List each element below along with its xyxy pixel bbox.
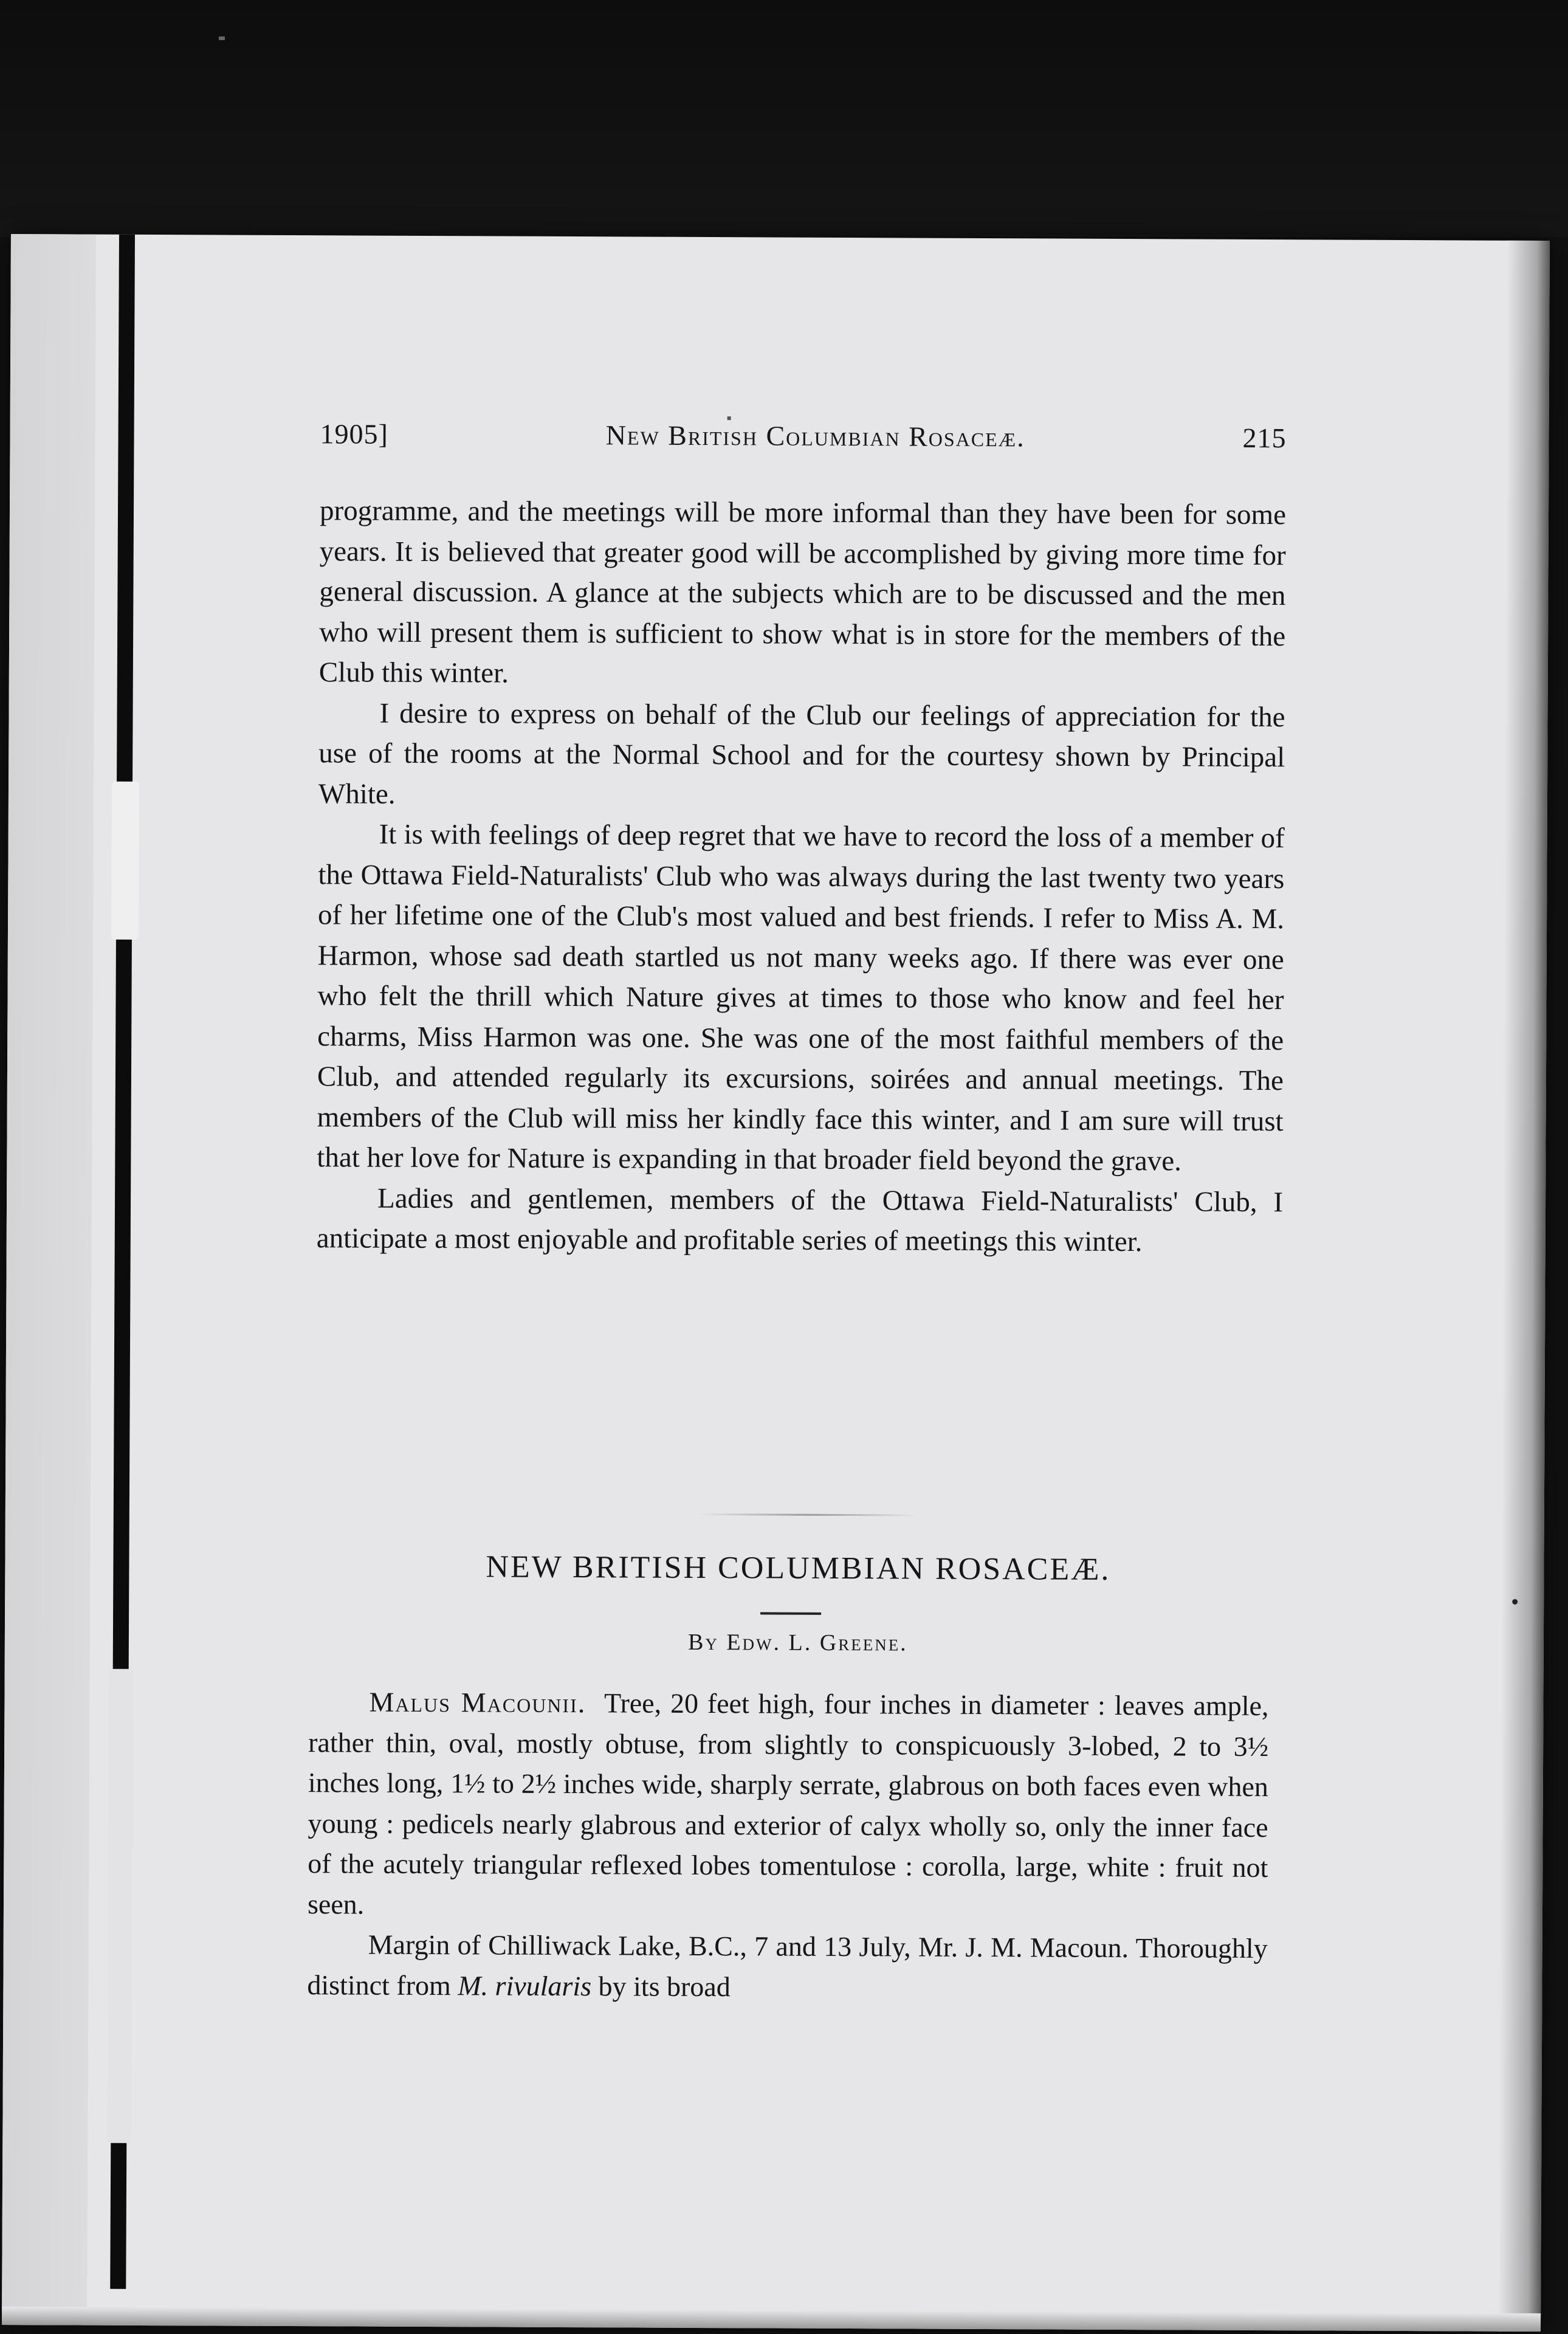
paragraph-obituary: It is with feelings of deep regret that we have to record the loss of a member of the Ottawa Field-Naturalists' Club who was always during the last twenty two years of her lifetime one of the Club's most valued and best friends. I refer to Miss A. M. Harmon, whose sad death startled us not many weeks ago. If there was ever one who felt the thrill which Nature gives at times to those who know and feel her charms, Miss Harmon was one. She was one of the most faithful members of the Club, and attended regularly its excursions, soirées and annual meetings. The members of the Club will miss her kindly face this winter, and I am sure will trust that her love for Nature is expanding in that broader field beyond the grave. [317, 818, 1285, 1177]
title-rule [760, 1612, 821, 1614]
locality-paragraph [307, 1924, 1268, 2009]
dust-speck [219, 36, 225, 40]
article-body [307, 1682, 1268, 2009]
dust-speck [1512, 1599, 1518, 1605]
binding-tab [111, 782, 139, 940]
page-number: 215 [1242, 422, 1287, 454]
running-header [320, 418, 1286, 464]
species-description [308, 1682, 1269, 1929]
book-page [2, 234, 1550, 2332]
page-right-edge-shadow [1498, 241, 1550, 2332]
species-reference: M. rivularis [458, 1969, 592, 2002]
paragraph-closing: Ladies and gentlemen, members of the Ottawa Field-Naturalists' Club, I anticipate a most enjoyable and profitable series of meetings this winter. [316, 1182, 1284, 1258]
species-name: Malus Macounii. [369, 1686, 586, 1719]
binding-gap [107, 1669, 133, 2143]
paragraph-continuation: programme, and the meetings will be more informal than they have been for some years. It is believed that greater good will be accomplished by giving more time for general discussion. A glance at the subjects which are to be discussed and the men who will present them is sufficient to show what is in store for the members of the Club this winter. [318, 495, 1287, 689]
locality-text: Margin of Chilliwack Lake, B.C., 7 and 13 July, Mr. J. M. Macoun. Thoroughly distinct from [307, 1929, 1268, 2001]
page-left-margin [2, 234, 96, 2325]
locality-text-end: by its broad [598, 1970, 731, 2002]
dark-background [0, 0, 1568, 237]
paragraph-appreciation: I desire to express on behalf of the Club our feelings of appreciation for the use of the rooms at the Normal School and for the courtesy shown by Principal White. [318, 697, 1285, 810]
body-text [317, 491, 1286, 1262]
page-bottom-edge [2, 2307, 1541, 2332]
article-title: NEW BRITISH COLUMBIAN ROSACEÆ. [486, 1549, 1111, 1587]
article-byline: By Edw. L. Greene. [687, 1629, 908, 1656]
header-year: 1905] [320, 418, 389, 450]
section-divider [698, 1513, 917, 1516]
header-running-title: New British Columbian Rosaceæ. [605, 419, 1025, 453]
species-description-text: Tree, 20 feet high, four inches in diameter : leaves ample, rather thin, oval, mostly obtuse, from slightly to conspicuously 3-lobed, 2 to 3½ inches long, 1½ to 2½ inches wide, sharply serrate, glabrous on both faces even when young : pedicels nearly glabrous and exterior of calyx wholly so, only the inner face of the acutely triangular reflexed lobes tomentulose : corolla, large, white : fruit not seen. [307, 1687, 1269, 1920]
